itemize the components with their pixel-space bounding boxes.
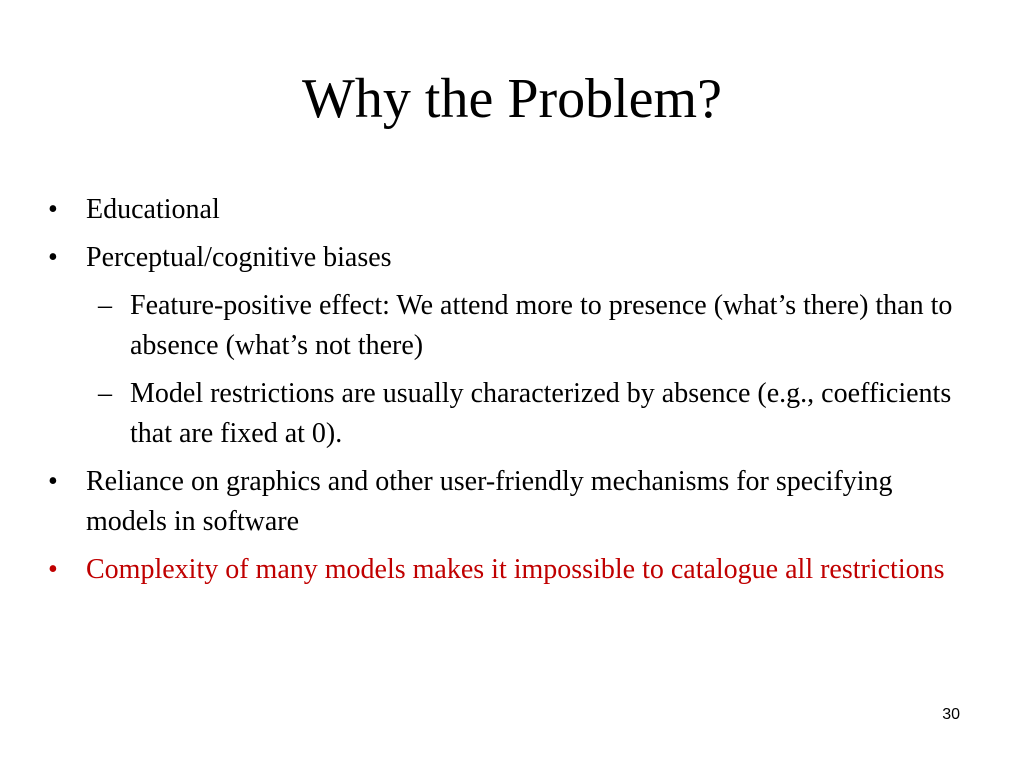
subbullet-feature-positive-effect: [0, 286, 960, 366]
bullet-marker: •: [48, 242, 58, 273]
bullet-text: Educational: [86, 194, 220, 225]
bullet-text: Perceptual/cognitive biases: [86, 242, 392, 273]
bullet-marker: •: [48, 554, 58, 585]
subbullet-marker: –: [98, 290, 112, 321]
subbullet-text: Model restrictions are usually characterized by absence (e.g., coefficients that are fixed at 0).: [130, 378, 952, 449]
page-number: 30: [942, 706, 960, 723]
bullet-text: Complexity of many models makes it impossible to catalogue all restrictions: [86, 554, 945, 585]
bullet-perceptual-biases: [0, 238, 946, 278]
subbullet-model-restrictions: [0, 374, 960, 454]
bullet-list: [0, 190, 1024, 598]
subbullet-marker: –: [98, 378, 112, 409]
bullet-educational: [0, 190, 946, 230]
bullet-complexity-highlighted: [0, 550, 946, 590]
bullet-marker: •: [48, 194, 58, 225]
slide-title: Why the Problem?: [302, 68, 722, 130]
bullet-text: Reliance on graphics and other user-friendly mechanisms for specifying models in software: [86, 466, 893, 537]
bullet-marker: •: [48, 466, 58, 497]
subbullet-text: Feature-positive effect: We attend more to presence (what’s there) than to absence (what’s not there): [130, 290, 953, 361]
bullet-reliance-on-graphics: [0, 462, 946, 542]
